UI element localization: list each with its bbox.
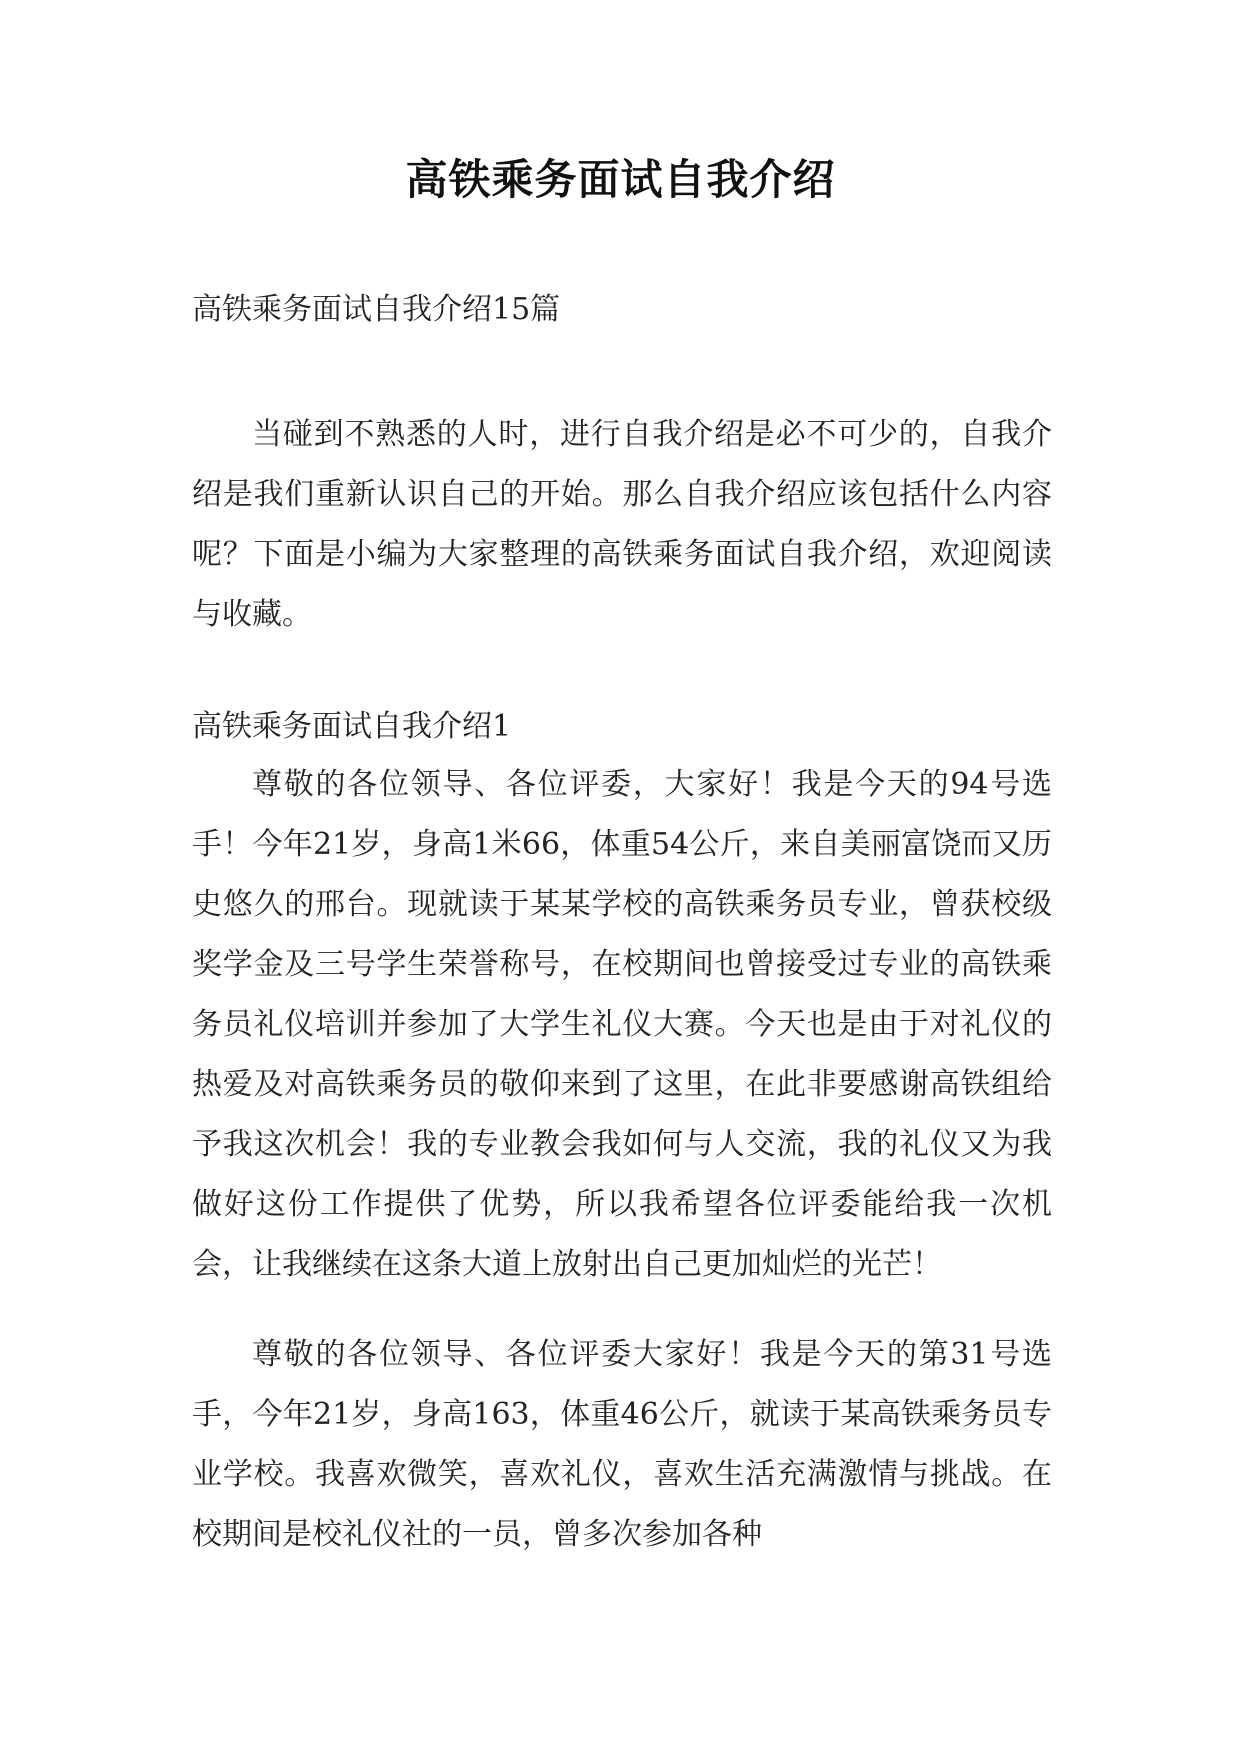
document-subtitle: 高铁乘务面试自我介绍15篇 [192, 292, 561, 327]
section-heading: 高铁乘务面试自我介绍1 [192, 709, 512, 744]
intro-paragraph: 当碰到不熟悉的人时，进行自我介绍是必不可少的，自我介绍是我们重新认识自己的开始。那么自我介绍应该包括什么内容呢？下面是小编为大家整理的高铁乘务面试自我介绍，欢迎阅读与收藏。 [192, 417, 1052, 632]
document-title: 高铁乘务面试自我介绍 [405, 155, 836, 204]
section-paragraph: 尊敬的各位领导、各位评委大家好！我是今天的第31号选手，今年21岁，身高163，体重46公斤，就读于某高铁乘务员专业学校。我喜欢微笑，喜欢礼仪，喜欢生活充满激情与挑战。在校期间是校礼仪社的一员，曾多次参加各种 [192, 1337, 1052, 1552]
section-paragraph: 尊敬的各位领导、各位评委，大家好！我是今天的94号选手！今年21岁，身高1米66，体重54公斤，来自美丽富饶而又历史悠久的邢台。现就读于某某学校的高铁乘务员专业，曾获校级奖学金及三号学生荣誉称号，在校期间也曾接受过专业的高铁乘务员礼仪培训并参加了大学生礼仪大赛。今天也是由于对礼仪的热爱及对高铁乘务员的敬仰来到了这里，在此非要感谢高铁组给予我这次机会！我的专业教会我如何与人交流，我的礼仪又为我做好这份工作提供了优势，所以我希望各位评委能给我一次机会，让我继续在这条大道上放射出自己更加灿烂的光芒！ [192, 767, 1052, 1282]
